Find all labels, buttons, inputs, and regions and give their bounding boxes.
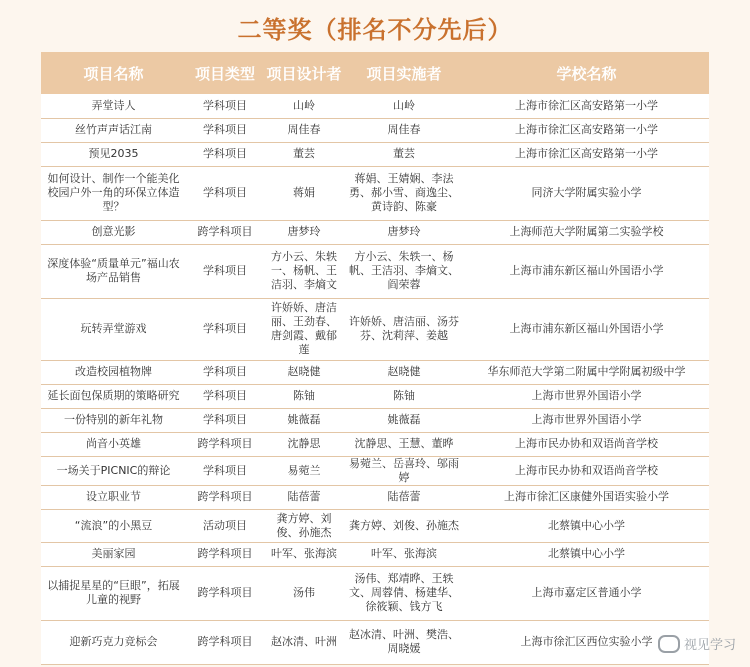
cell-designer: 许娇娇、唐洁丽、王劲春、唐剑霞、戴郁莲 [264,298,344,360]
cell-school: 上海师范大学附属第二实验学校 [464,220,709,244]
award-table [41,52,709,665]
table-row [41,298,709,360]
table-row [41,620,709,664]
cell-project-type: 跨学科项目 [186,620,264,664]
cell-school: 上海市世界外国语小学 [464,384,709,408]
cell-designer: 方小云、朱轶一、杨帆、王洁羽、李熵文 [264,244,344,298]
cell-project-name: 一场关于PICNIC的辩论 [41,456,186,485]
cell-designer: 易菀兰 [264,456,344,485]
cell-designer: 周佳春 [264,118,344,142]
table-header-row [41,52,709,94]
cell-project-type: 学科项目 [186,298,264,360]
cell-school: 上海市徐汇区高安路第一小学 [464,118,709,142]
table-row [41,509,709,542]
cell-project-name: 迎新巧克力竞标会 [41,620,186,664]
cell-implementer: 蒋娟、王婧娴、李法勇、郝小雪、商逸尘、黄诗韵、陈豪 [344,166,464,220]
table-row [41,384,709,408]
cell-project-type: 跨学科项目 [186,485,264,509]
cell-project-type: 活动项目 [186,509,264,542]
cell-project-type: 学科项目 [186,94,264,118]
cell-designer: 沈静思 [264,432,344,456]
cell-project-type: 跨学科项目 [186,542,264,566]
cell-project-type: 学科项目 [186,360,264,384]
cell-project-type: 学科项目 [186,408,264,432]
cell-project-name: 弄堂诗人 [41,94,186,118]
cell-project-name: 深度体验“质量单元”福山农场产品销售 [41,244,186,298]
cell-school: 同济大学附属实验小学 [464,166,709,220]
cell-school: 上海市徐汇区高安路第一小学 [464,94,709,118]
cell-designer: 山岭 [264,94,344,118]
cell-school: 北蔡镇中心小学 [464,509,709,542]
cell-school: 北蔡镇中心小学 [464,542,709,566]
cell-implementer: 姚薇磊 [344,408,464,432]
cell-implementer: 陈铀 [344,384,464,408]
cell-project-name: 以捕捉星星的“巨眼”，拓展儿童的视野 [41,566,186,620]
cell-project-name: 尚音小英雄 [41,432,186,456]
cell-designer: 陈铀 [264,384,344,408]
cell-project-name: 一份特别的新年礼物 [41,408,186,432]
cell-school: 上海市民办协和双语尚音学校 [464,456,709,485]
table-row [41,118,709,142]
cell-designer: 赵冰清、叶洲 [264,620,344,664]
cell-designer: 赵晓健 [264,360,344,384]
cell-designer: 唐梦玲 [264,220,344,244]
cell-designer: 董芸 [264,142,344,166]
cell-designer: 叶军、张海滨 [264,542,344,566]
cell-school: 上海市世界外国语小学 [464,408,709,432]
table-row [41,408,709,432]
wechat-icon [658,635,680,653]
header-school: 学校名称 [464,52,709,94]
cell-implementer: 唐梦玲 [344,220,464,244]
cell-project-name: 预见2035 [41,142,186,166]
cell-project-type: 学科项目 [186,166,264,220]
cell-school: 上海市徐汇区高安路第一小学 [464,142,709,166]
cell-project-name: 如何设计、制作一个能美化校园户外一角的环保立体造型？ [41,166,186,220]
cell-project-type: 学科项目 [186,118,264,142]
watermark-text: 视见学习 [683,638,736,653]
header-project-name: 项目名称 [41,52,186,94]
cell-school: 上海市民办协和双语尚音学校 [464,432,709,456]
cell-designer: 蒋娟 [264,166,344,220]
cell-project-type: 跨学科项目 [186,566,264,620]
cell-implementer: 叶军、张海滨 [344,542,464,566]
cell-project-type: 跨学科项目 [186,220,264,244]
cell-school: 上海市嘉定区普通小学 [464,566,709,620]
cell-designer: 龚方婷、刘俊、孙施杰 [264,509,344,542]
cell-implementer: 周佳春 [344,118,464,142]
table-row [41,166,709,220]
cell-project-name: 改造校园植物牌 [41,360,186,384]
cell-implementer: 赵冰清、叶洲、樊浩、周晓媛 [344,620,464,664]
table-row [41,566,709,620]
cell-project-type: 学科项目 [186,244,264,298]
cell-implementer: 董芸 [344,142,464,166]
cell-project-name: 丝竹声声话江南 [41,118,186,142]
table-row [41,244,709,298]
table-row [41,142,709,166]
table-row [41,485,709,509]
cell-project-type: 学科项目 [186,456,264,485]
cell-implementer: 龚方婷、刘俊、孙施杰 [344,509,464,542]
table-row [41,542,709,566]
cell-implementer: 陆蓓蕾 [344,485,464,509]
cell-school: 上海市浦东新区福山外国语小学 [464,244,709,298]
cell-implementer: 汤伟、郑靖晔、王轶文、周蓉倩、杨建华、徐筱颖、钱方飞 [344,566,464,620]
table-row [41,456,709,485]
cell-designer: 汤伟 [264,566,344,620]
cell-designer: 陆蓓蕾 [264,485,344,509]
cell-implementer: 沈静思、王慧、董晔 [344,432,464,456]
cell-project-name: “流浪”的小黑豆 [41,509,186,542]
cell-implementer: 方小云、朱轶一、杨帆、王洁羽、李熵文、阎荣蓉 [344,244,464,298]
cell-project-type: 学科项目 [186,384,264,408]
cell-school: 上海市徐汇区西位实验小学 [464,620,709,664]
header-implementer: 项目实施者 [344,52,464,94]
page-title: 二等奖（排名不分先后） [237,16,513,44]
table-row [41,94,709,118]
cell-project-type: 学科项目 [186,142,264,166]
table-row [41,220,709,244]
header-project-type: 项目类型 [186,52,264,94]
cell-project-name: 设立职业节 [41,485,186,509]
cell-project-type: 跨学科项目 [186,432,264,456]
watermark [658,634,736,653]
cell-school: 上海市浦东新区福山外国语小学 [464,298,709,360]
cell-project-name: 玩转弄堂游戏 [41,298,186,360]
header-designer: 项目设计者 [264,52,344,94]
cell-implementer: 山岭 [344,94,464,118]
cell-designer: 姚薇磊 [264,408,344,432]
cell-implementer: 许娇娇、唐洁丽、汤芬芬、沈莉萍、姜越 [344,298,464,360]
table-row [41,360,709,384]
cell-school: 上海市徐汇区康健外国语实验小学 [464,485,709,509]
cell-project-name: 延长面包保质期的策略研究 [41,384,186,408]
table-row [41,432,709,456]
cell-project-name: 美丽家园 [41,542,186,566]
cell-project-name: 创意光影 [41,220,186,244]
cell-implementer: 赵晓健 [344,360,464,384]
cell-implementer: 易菀兰、岳喜玲、邬雨婷 [344,456,464,485]
cell-school: 华东师范大学第二附属中学附属初级中学 [464,360,709,384]
